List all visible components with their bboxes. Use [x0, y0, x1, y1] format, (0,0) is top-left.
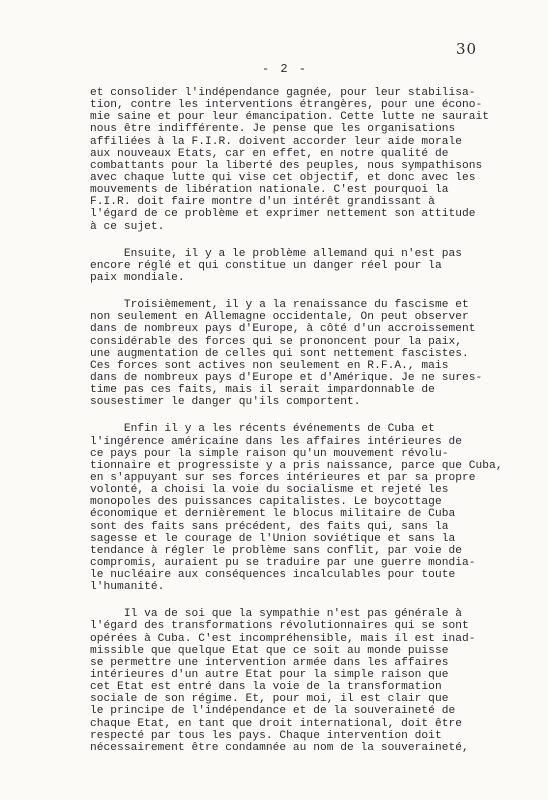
- paragraph-gap: [90, 284, 510, 299]
- text-line: avec chaque lutte qui vise cet objectif, et donc avec les: [90, 171, 476, 184]
- text-line: Ensuite, il y a le problème allemand qui n'est pas: [90, 247, 462, 260]
- text-line: dans de nombreux pays d'Europe et d'Amérique. Je ne sures-: [90, 371, 483, 384]
- text-line: le principe de l'indépendance et de la souveraineté de: [90, 705, 456, 718]
- text-line: sagesse et le courage de l'Union soviétique et sans la: [90, 532, 456, 545]
- text-line: l'égard de ce problème et exprimer nettement son attitude: [90, 208, 476, 221]
- text-line: encore réglé et qui constitue un danger réel pour la: [90, 259, 442, 272]
- text-line: paix mondiale.: [90, 271, 185, 284]
- text-line: mie saine et pour leur émancipation. Cette lutte ne saurait: [90, 111, 490, 124]
- text-line: l'égard des transformations révolutionnaires qui se sont: [90, 620, 469, 633]
- text-line: compromis, auraient pu se traduire par une guerre mondia-: [90, 556, 476, 569]
- text-line: affiliées à la F.I.R. doivent accorder leur aide morale: [90, 135, 462, 148]
- body-text: [90, 87, 510, 754]
- text-line: opérées à Cuba. C'est incompréhensible, mais il est inad-: [90, 632, 476, 645]
- text-line: se permettre une intervention armée dans les affaires: [90, 656, 449, 669]
- text-line: sociale de son régime. Et, pour moi, il est clair que: [90, 693, 449, 706]
- text-line: considérable des forces qui se prononcent pour la paix,: [90, 335, 462, 348]
- text-line: l'ingérence américaine dans les affaires intérieures de: [90, 435, 462, 448]
- paragraph: [90, 248, 510, 284]
- text-line: l'humanité.: [90, 581, 165, 594]
- paragraph-gap: [90, 593, 510, 608]
- text-line: Il va de soi que la sympathie n'est pas générale à: [90, 608, 462, 621]
- text-line: cet Etat est entré dans la voie de la transformation: [90, 681, 442, 694]
- text-line: tion, contre les interventions étrangères, pour une écono-: [90, 99, 483, 112]
- paragraph-gap: [90, 408, 510, 423]
- text-line: sont des faits sans précédent, des faits qui, sans la: [90, 520, 449, 533]
- text-line: chaque Etat, en tant que droit international, doit être: [90, 717, 462, 730]
- text-line: Ces forces sont actives non seulement en R.F.A., mais: [90, 359, 449, 372]
- text-line: time pas ces faits, mais il serait impardonnable de: [90, 384, 435, 397]
- text-line: nécessairement être condamnée au nom de la souveraineté,: [90, 741, 469, 754]
- text-line: volonté, a choisi la voie du socialisme et rejeté les: [90, 484, 449, 497]
- paragraph: [90, 299, 510, 408]
- text-line: missible que quelque Etat que ce soit au monde puisse: [90, 644, 449, 657]
- text-line: tendance à régler le problème sans conflit, par voie de: [90, 544, 462, 557]
- text-line: sousestimer le danger qu'ils comportent.: [90, 396, 361, 409]
- text-line: et consolider l'indépendance gagnée, pour leur stabilisa-: [90, 87, 476, 99]
- text-line: non seulement en Allemagne occidentale, On peut observer: [90, 311, 469, 324]
- text-line: à ce sujet.: [90, 220, 165, 233]
- text-line: nous être indifférente. Je pense que les organisations: [90, 123, 456, 136]
- text-line: une augmentation de celles qui sont nettement fascistes.: [90, 347, 469, 360]
- paragraph: [90, 87, 510, 233]
- text-line: aux nouveaux Etats, car en effet, en notre qualité de: [90, 147, 449, 160]
- text-line: économique et dernièrement le blocus militaire de Cuba: [90, 508, 456, 521]
- text-line: F.I.R. doit faire montre d'un intérêt grandissant à: [90, 196, 435, 209]
- paragraph-gap: [90, 233, 510, 248]
- paragraph: [90, 608, 510, 754]
- text-line: monopoles des puissances capitalistes. Le boycottage: [90, 496, 442, 509]
- page-marker: - 2 -: [262, 62, 309, 76]
- text-line: intérieures d'un autre Etat pour la simple raison que: [90, 669, 449, 682]
- text-line: Troisièmement, il y a la renaissance du fascisme et: [90, 299, 469, 312]
- page-number: 30: [456, 40, 478, 58]
- text-line: Enfin il y a les récents événements de Cuba et: [90, 423, 435, 436]
- text-line: en s'appuyant sur ses forces intérieures et par sa propre: [90, 471, 476, 484]
- text-line: dans de nombreux pays d'Europe, à côté d'un accroissement: [90, 323, 476, 336]
- text-line: combattants pour la liberté des peuples, nous sympathisons: [90, 159, 483, 172]
- text-line: tionnaire et progressiste y a pris naissance, parce que Cuba,: [90, 459, 503, 472]
- text-line: respecté par tous les pays. Chaque intervention doit: [90, 729, 442, 742]
- paragraph: [90, 423, 510, 593]
- text-line: le nucléaire aux conséquences incalculables pour toute: [90, 569, 456, 582]
- text-line: ce pays pour la simple raison qu'un mouvement révolu-: [90, 447, 449, 460]
- text-line: mouvements de libération nationale. C'est pourquoi la: [90, 184, 449, 197]
